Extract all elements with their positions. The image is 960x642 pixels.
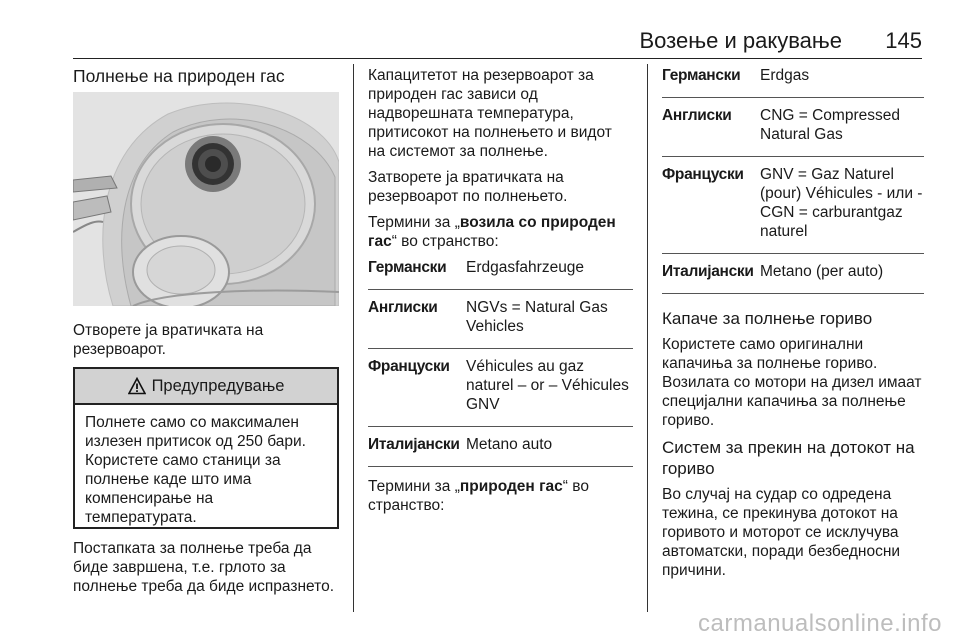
term-value: CNG = Compressed Natural Gas xyxy=(760,98,924,157)
table-row xyxy=(368,258,633,290)
warning-box xyxy=(73,367,339,529)
table-row xyxy=(662,254,924,294)
table-row xyxy=(662,98,924,157)
language-label: Италијански xyxy=(368,427,466,467)
term-value: Erdgas xyxy=(760,66,924,98)
running-header-title: Возење и ракување xyxy=(639,28,842,53)
fuel-cap-paragraph: Користете само оригинални капачиња за полнење гориво. Возилата со мотори на дизел имаат специјални капачиња за полнење гориво. xyxy=(662,336,922,429)
warning-header xyxy=(75,369,337,405)
table-row xyxy=(368,349,633,427)
site-watermark: carmanualsonline.info xyxy=(698,610,942,637)
right-column xyxy=(662,66,924,587)
vehicle-terms-intro: Термини за „возила со природен гас“ во странство: xyxy=(368,214,616,250)
gas-terms-table xyxy=(662,66,924,294)
fuel-cutoff-paragraph: Во случај на судар со одредена тежина, се прекинува дотокот на горивото и моторот се исклучува автоматски, поради безбедносни причини. xyxy=(662,486,901,579)
term-value: Véhicules au gaz naturel – or – Véhicules GNV xyxy=(466,349,633,427)
open-door-instruction: Отворете ја вратичката на резервоарот. xyxy=(73,322,264,358)
term-value: Erdgasfahrzeuge xyxy=(466,258,633,290)
table-row xyxy=(368,427,633,467)
warning-title: Предупредување xyxy=(151,376,285,395)
filler-door-drawing xyxy=(73,92,339,306)
warning-triangle-icon xyxy=(128,377,146,395)
language-label: Италијански xyxy=(662,254,760,294)
middle-column xyxy=(368,66,633,522)
language-label: Француски xyxy=(368,349,466,427)
table-row xyxy=(368,290,633,349)
complete-filling-text: Постапката за полнење треба да биде завршена, т.е. грлото за полнење треба да биде испразнето. xyxy=(73,540,335,595)
column-divider xyxy=(353,64,354,612)
gas-terms-intro: Термини за „природен гас“ во странство: xyxy=(368,478,589,514)
language-label: Англиски xyxy=(368,290,466,349)
fuel-filler-illustration xyxy=(73,92,339,306)
language-label: Германски xyxy=(662,66,760,98)
term-value: NGVs = Natural Gas Vehicles xyxy=(466,290,633,349)
language-label: Англиски xyxy=(662,98,760,157)
header-rule xyxy=(73,58,922,59)
fuel-cap-heading: Капаче за полнење гориво xyxy=(662,309,873,328)
vehicle-terms-table xyxy=(368,258,633,467)
term-value: Metano (per auto) xyxy=(760,254,924,294)
term-value: GNV = Gaz Naturel (pour) Véhicules - или - CGN = carburantgaz naturel xyxy=(760,157,924,254)
page-number: 145 xyxy=(885,28,922,53)
close-door-paragraph: Затворете ја вратичката на резервоарот по полнењето. xyxy=(368,169,568,205)
table-row xyxy=(662,66,924,98)
capacity-paragraph: Капацитетот на резервоарот за природен гас зависи од надворешната температура, притисокот на полнењето и видот на системот за полнење. xyxy=(368,67,612,160)
fuel-cutoff-heading: Систем за прекин на дотокот на гориво xyxy=(662,438,915,478)
column-divider xyxy=(647,64,648,612)
warning-text: Полнете само со максимален излезен притисок од 250 бари. Користете само станици за полнење каде што има компенсирање на температурата. xyxy=(85,414,306,526)
language-label: Француски xyxy=(662,157,760,254)
term-value: Metano auto xyxy=(466,427,633,467)
language-label: Германски xyxy=(368,258,466,290)
section-heading: Полнење на природен гас xyxy=(73,66,285,86)
table-row xyxy=(662,157,924,254)
